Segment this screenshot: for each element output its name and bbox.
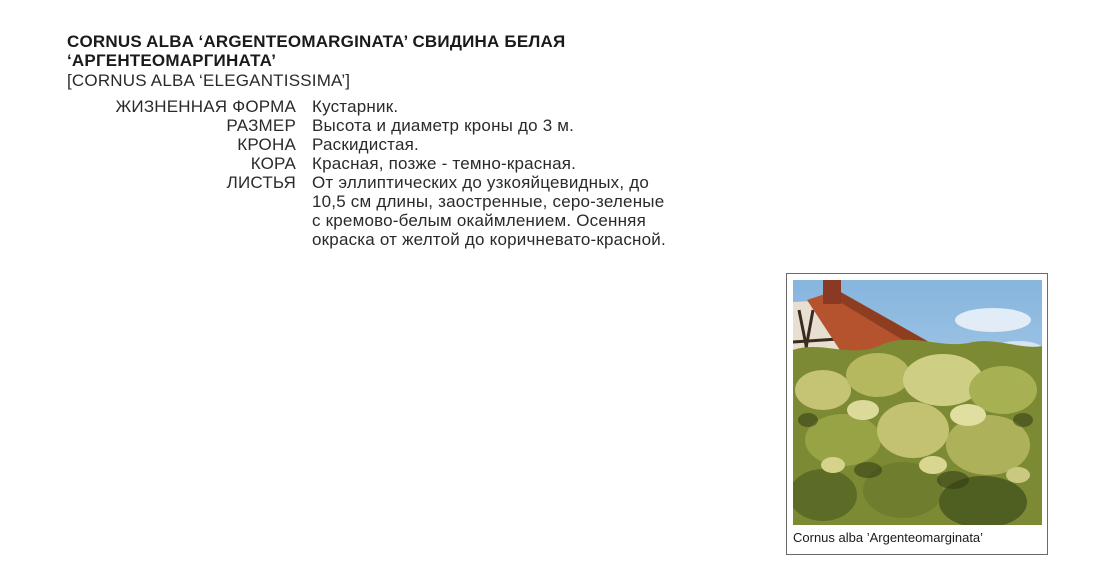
property-label: ЖИЗНЕННАЯ ФОРМА (115, 97, 296, 116)
property-label: КОРА (250, 154, 296, 173)
property-label: КРОНА (237, 135, 296, 154)
property-value-line: 10,5 см длины, заостренные, серо-зеленые (312, 192, 665, 211)
property-label: РАЗМЕР (226, 116, 296, 135)
photo-caption: Cornus alba ’Argenteomarginata’ (793, 530, 984, 545)
property-value (312, 154, 757, 173)
property-value (312, 97, 757, 116)
shrub-photo-illustration (793, 280, 1042, 525)
property-value-line: От эллиптических до узкояйцевидных, до (312, 173, 649, 192)
property-leaves (60, 173, 780, 249)
synonym: [CORNUS ALBA ‘ELEGANTISSIMA’] (67, 71, 351, 90)
property-value (312, 173, 757, 249)
property-value (312, 116, 757, 135)
property-value-line: Раскидистая. (312, 135, 419, 154)
property-size (60, 116, 780, 135)
property-value-line: окраска от желтой до коричневато-красной. (312, 230, 666, 249)
property-value-line: Красная, позже - темно-красная. (312, 154, 577, 173)
property-value-line: Высота и диаметр кроны до 3 м. (312, 116, 575, 135)
plant-photo (793, 280, 1042, 525)
property-value-line: Кустарник. (312, 97, 399, 116)
title-line-1: CORNUS ALBA ‘ARGENTEOMARGINATA’ СВИДИНА БЕЛАЯ (67, 32, 566, 51)
property-label: ЛИСТЬЯ (226, 173, 296, 192)
cloud (955, 308, 1031, 332)
chimney (823, 280, 841, 304)
property-life-form (60, 97, 780, 116)
property-value-line: с кремово-белым окаймлением. Осенняя (312, 211, 646, 230)
plant-photo-figure (786, 273, 1048, 555)
property-bark (60, 154, 780, 173)
property-crown (60, 135, 780, 154)
title-line-2: ‘АРГЕНТЕОМАРГИНАТА’ (67, 51, 277, 70)
property-value (312, 135, 757, 154)
shrub-leaves (793, 353, 1037, 525)
page-title (67, 32, 565, 70)
properties-list (60, 97, 780, 249)
